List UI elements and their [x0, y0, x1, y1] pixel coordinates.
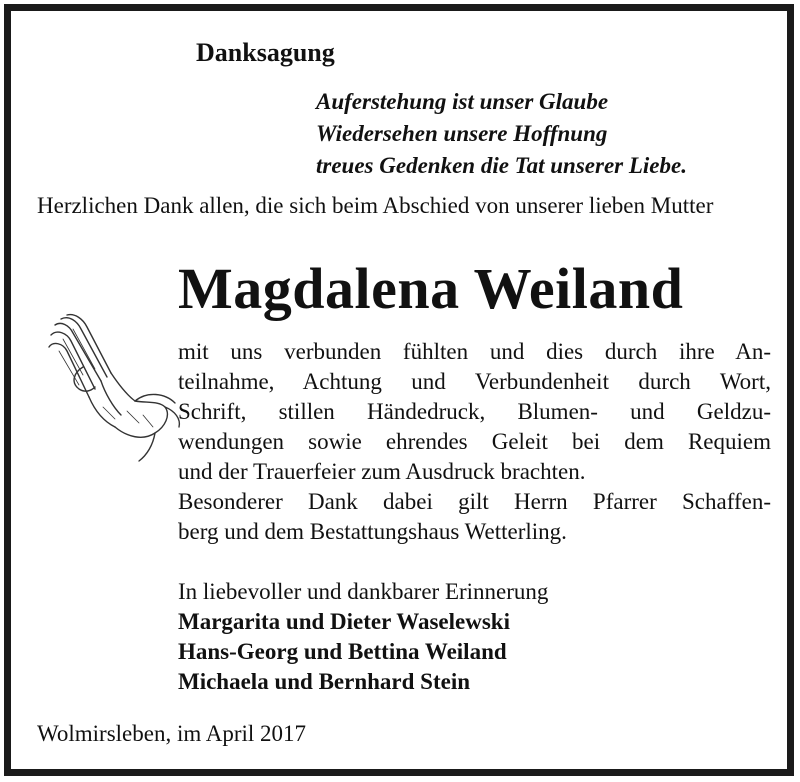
deceased-name: Magdalena Weiland: [178, 256, 684, 321]
praying-hands-icon: [43, 311, 183, 471]
body-line: berg und dem Bestattungshaus Wetterling.: [178, 519, 567, 544]
motto-line: Auferstehung ist unser Glaube: [316, 89, 609, 114]
motto: [316, 86, 687, 182]
body-line: Besonderer Dank dabei gilt Herrn Pfarrer Schaffen-: [178, 489, 771, 514]
signoff-lead: In liebevoller und dankbarer Erinnerung: [178, 579, 549, 604]
obituary-frame: [4, 4, 794, 776]
body-line: wendungen sowie ehrendes Geleit bei dem Requiem: [178, 429, 771, 454]
body-line: mit uns verbunden fühlten und dies durch ihre An-: [178, 339, 771, 364]
signoff: [178, 577, 548, 697]
motto-line: treues Gedenken die Tat unserer Liebe.: [316, 153, 687, 178]
body-line: Schrift, stillen Händedruck, Blumen- und Geldzu-: [178, 399, 771, 424]
signoff-name: Hans-Georg und Bettina Weiland: [178, 639, 507, 664]
motto-line: Wiedersehen unsere Hoffnung: [316, 121, 608, 146]
body-line: und der Trauerfeier zum Ausdruck brachten.: [178, 459, 586, 484]
thanks-body: [178, 337, 771, 547]
signoff-name: Michaela und Bernhard Stein: [178, 669, 471, 694]
signoff-name: Margarita und Dieter Waselewski: [178, 609, 510, 634]
intro-text: Herzlichen Dank allen, die sich beim Abschied von unserer lieben Mutter: [37, 193, 714, 218]
body-line: teilnahme, Achtung und Verbundenheit durch Wort,: [178, 369, 771, 394]
place-date: Wolmirsleben, im April 2017: [37, 721, 307, 746]
notice-title: Danksagung: [196, 38, 335, 67]
